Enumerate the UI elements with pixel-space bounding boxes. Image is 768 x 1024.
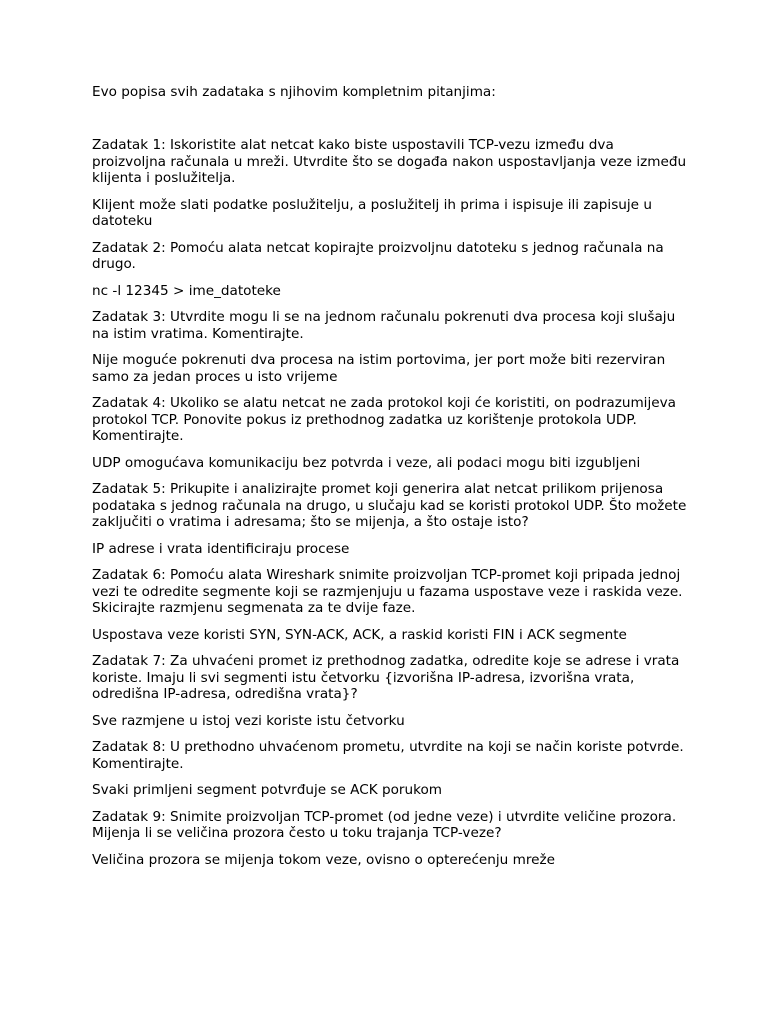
task-2-answer: nc -l 12345 > ime_datoteke: [92, 282, 281, 299]
task-9-answer: Veličina prozora se mijenja tokom veze, ovisno o opterećenju mreže: [92, 851, 556, 868]
task-5-answer: IP adrese i vrata identificiraju procese: [92, 540, 350, 557]
task-9-question: Zadatak 9: Snimite proizvoljan TCP-promet (od jedne veze) i utvrdite veličine prozora. Mijenja li se veličina prozora često u toku trajanja TCP-veze?: [92, 808, 677, 841]
document-intro: Evo popisa svih zadataka s njihovim kompletnim pitanjima:: [92, 84, 496, 100]
task-6-question: Zadatak 6: Pomoću alata Wireshark snimite proizvoljan TCP-promet koji pripada jednoj vezi te odredite segmente koji se razmjenjuju u fazama uspostave veze i raskida veze. Skicirajte razmjenu segmenata za te dvije faze.: [92, 567, 683, 616]
task-3-answer: Nije moguće pokrenuti dva procesa na istim portovima, jer port može biti rezerviran samo za jedan proces u isto vrijeme: [92, 352, 666, 385]
task-1-question: Zadatak 1: Iskoristite alat netcat kako biste uspostavili TCP-vezu između dva proizvoljna računala u mreži. Utvrdite što se događa nakon uspostavljanja veze između klijenta i poslužitelja.: [92, 137, 687, 186]
task-8-answer: Svaki primljeni segment potvrđuje se ACK porukom: [92, 782, 443, 798]
task-3-question: Zadatak 3: Utvrdite mogu li se na jednom računalu pokrenuti dva procesa koji slušaju na istim vratima. Komentirajte.: [92, 309, 676, 342]
task-5-question: Zadatak 5: Prikupite i analizirajte promet koji generira alat netcat prilikom prijenosa podataka s jednog računala na drugo, u slučaju kad se koristi protokol UDP. Što možete zaključiti o vratima i adresama; što se mijenja, a što ostaje isto?: [92, 481, 687, 530]
task-2-question: Zadatak 2: Pomoću alata netcat kopirajte proizvoljnu datoteku s jednog računala na drugo.: [92, 239, 664, 272]
task-7-question: Zadatak 7: Za uhvaćeni promet iz prethodnog zadatka, odredite koje se adrese i vrata koriste. Imaju li svi segmenti istu četvorku {izvorišna IP-adresa, izvorišna vrata, odredišna IP-adresa, odredišna vrata}?: [92, 653, 680, 702]
document-body: [92, 84, 692, 878]
task-7-answer: Sve razmjene u istoj vezi koriste istu četvorku: [92, 712, 405, 729]
task-4-question: Zadatak 4: Ukoliko se alatu netcat ne zada protokol koji će koristiti, on podrazumijeva protokol TCP. Ponovite pokus iz prethodnog zadatka uz korištenje protokola UDP. Komentirajte.: [92, 395, 676, 444]
task-6-answer: Uspostava veze koristi SYN, SYN-ACK, ACK, a raskid koristi FIN i ACK segmente: [92, 626, 627, 643]
task-8-question: Zadatak 8: U prethodno uhvaćenom prometu, utvrdite na koji se način koriste potvrde. Komentirajte.: [92, 739, 684, 772]
task-1-answer: Klijent može slati podatke poslužitelju, a poslužitelj ih prima i ispisuje ili zapisuje u datoteku: [92, 196, 652, 229]
task-4-answer: UDP omogućava komunikaciju bez potvrda i veze, ali podaci mogu biti izgubljeni: [92, 454, 641, 471]
